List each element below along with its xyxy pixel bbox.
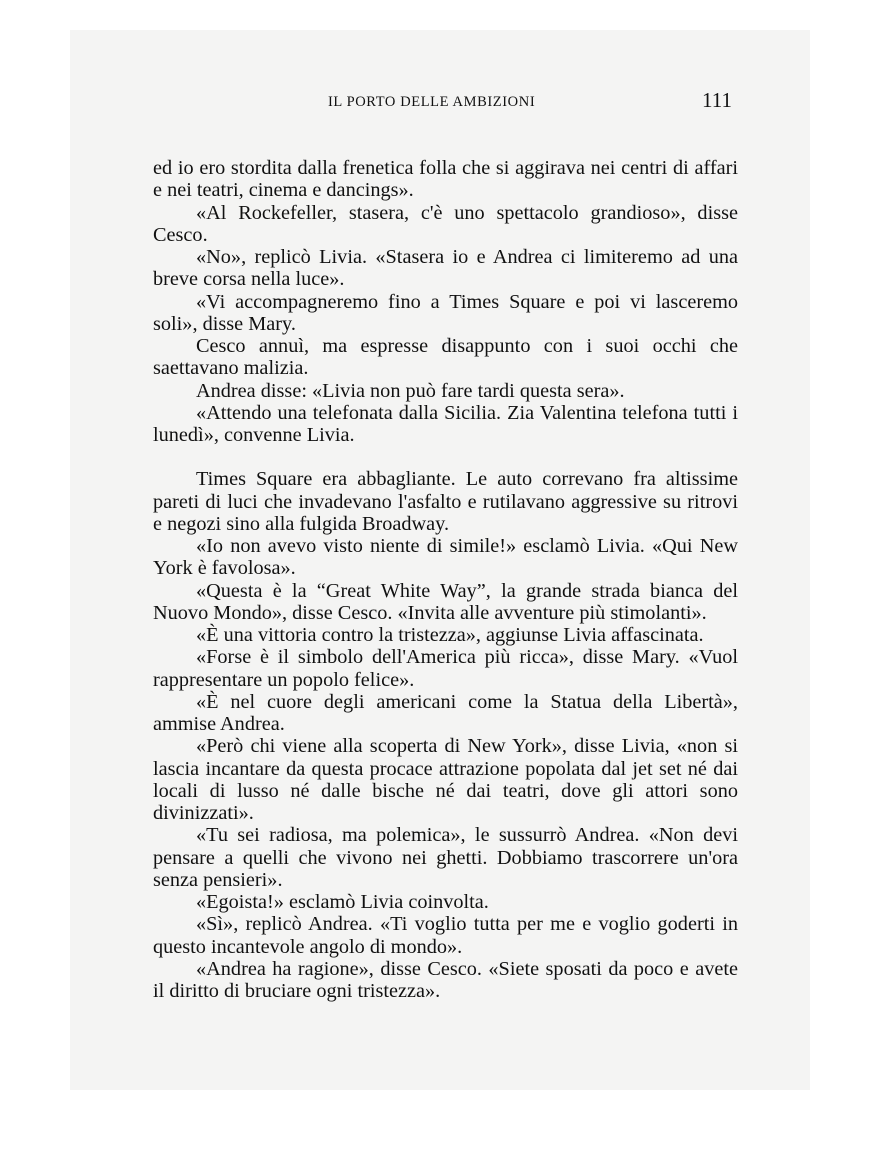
paragraph: «Sì», replicò Andrea. «Ti voglio tutta per me e voglio goderti in questo incantevole angolo di mondo». xyxy=(153,913,738,958)
paragraph: «È nel cuore degli americani come la Statua della Libertà», ammise Andrea. xyxy=(153,690,738,735)
paragraph: «Tu sei radiosa, ma polemica», le sussurrò Andrea. «Non devi pensare a quelli che vivono nei ghetti. Dobbiamo trascorrere un'ora senza pensieri». xyxy=(153,824,738,891)
paragraph: Cesco annuì, ma espresse disappunto con i suoi occhi che saettavano malizia. xyxy=(153,335,738,380)
paragraph: «Al Rockefeller, stasera, c'è uno spettacolo grandioso», disse Cesco. xyxy=(153,201,738,246)
paragraph: «Andrea ha ragione», disse Cesco. «Siete sposati da poco e avete il diritto di bruciare ogni tristezza». xyxy=(153,957,738,1002)
running-title: IL PORTO DELLE AMBIZIONI xyxy=(328,94,536,110)
paragraph: ed io ero stordita dalla frenetica folla che si aggirava nei centri di affari e nei teatri, cinema e dancings». xyxy=(153,157,738,202)
paragraph: «Questa è la “Great White Way”, la grande strada bianca del Nuovo Mondo», disse Cesco. «Invita alle avventure più stimolanti». xyxy=(153,579,738,624)
paragraph: «No», replicò Livia. «Stasera io e Andrea ci limiteremo ad una breve corsa nella luce». xyxy=(153,246,738,291)
paragraph: «Vi accompagneremo fino a Times Square e poi vi lasceremo soli», disse Mary. xyxy=(153,290,738,335)
page-header xyxy=(0,88,886,118)
paragraph: «Attendo una telefonata dalla Sicilia. Zia Valentina telefona tutti i lunedì», convenne Livia. xyxy=(153,401,738,446)
paragraph: «Io non avevo visto niente di simile!» esclamò Livia. «Qui New York è favolosa». xyxy=(153,535,738,580)
body-text xyxy=(153,157,738,1002)
page-number: 111 xyxy=(702,88,732,112)
paragraph: Times Square era abbagliante. Le auto correvano fra altissime pareti di luci che invadevano l'asfalto e rutilavano aggressive su ritrovi e negozi sino alla fulgida Broadway. xyxy=(153,468,738,535)
paragraph: «Però chi viene alla scoperta di New York», disse Livia, «non si lascia incantare da questa procace attrazione popolata dal jet set né dai locali di lusso né dalle bische né dai teatri, dove gli attori sono divinizzati». xyxy=(153,735,738,824)
paragraph: Andrea disse: «Livia non può fare tardi questa sera». xyxy=(196,379,625,402)
paragraph: «Forse è il simbolo dell'America più ricca», disse Mary. «Vuol rappresentare un popolo felice». xyxy=(153,646,738,691)
paragraph: «Egoista!» esclamò Livia coinvolta. xyxy=(196,891,489,913)
paragraph: «È una vittoria contro la tristezza», aggiunse Livia affascinata. xyxy=(196,624,704,646)
